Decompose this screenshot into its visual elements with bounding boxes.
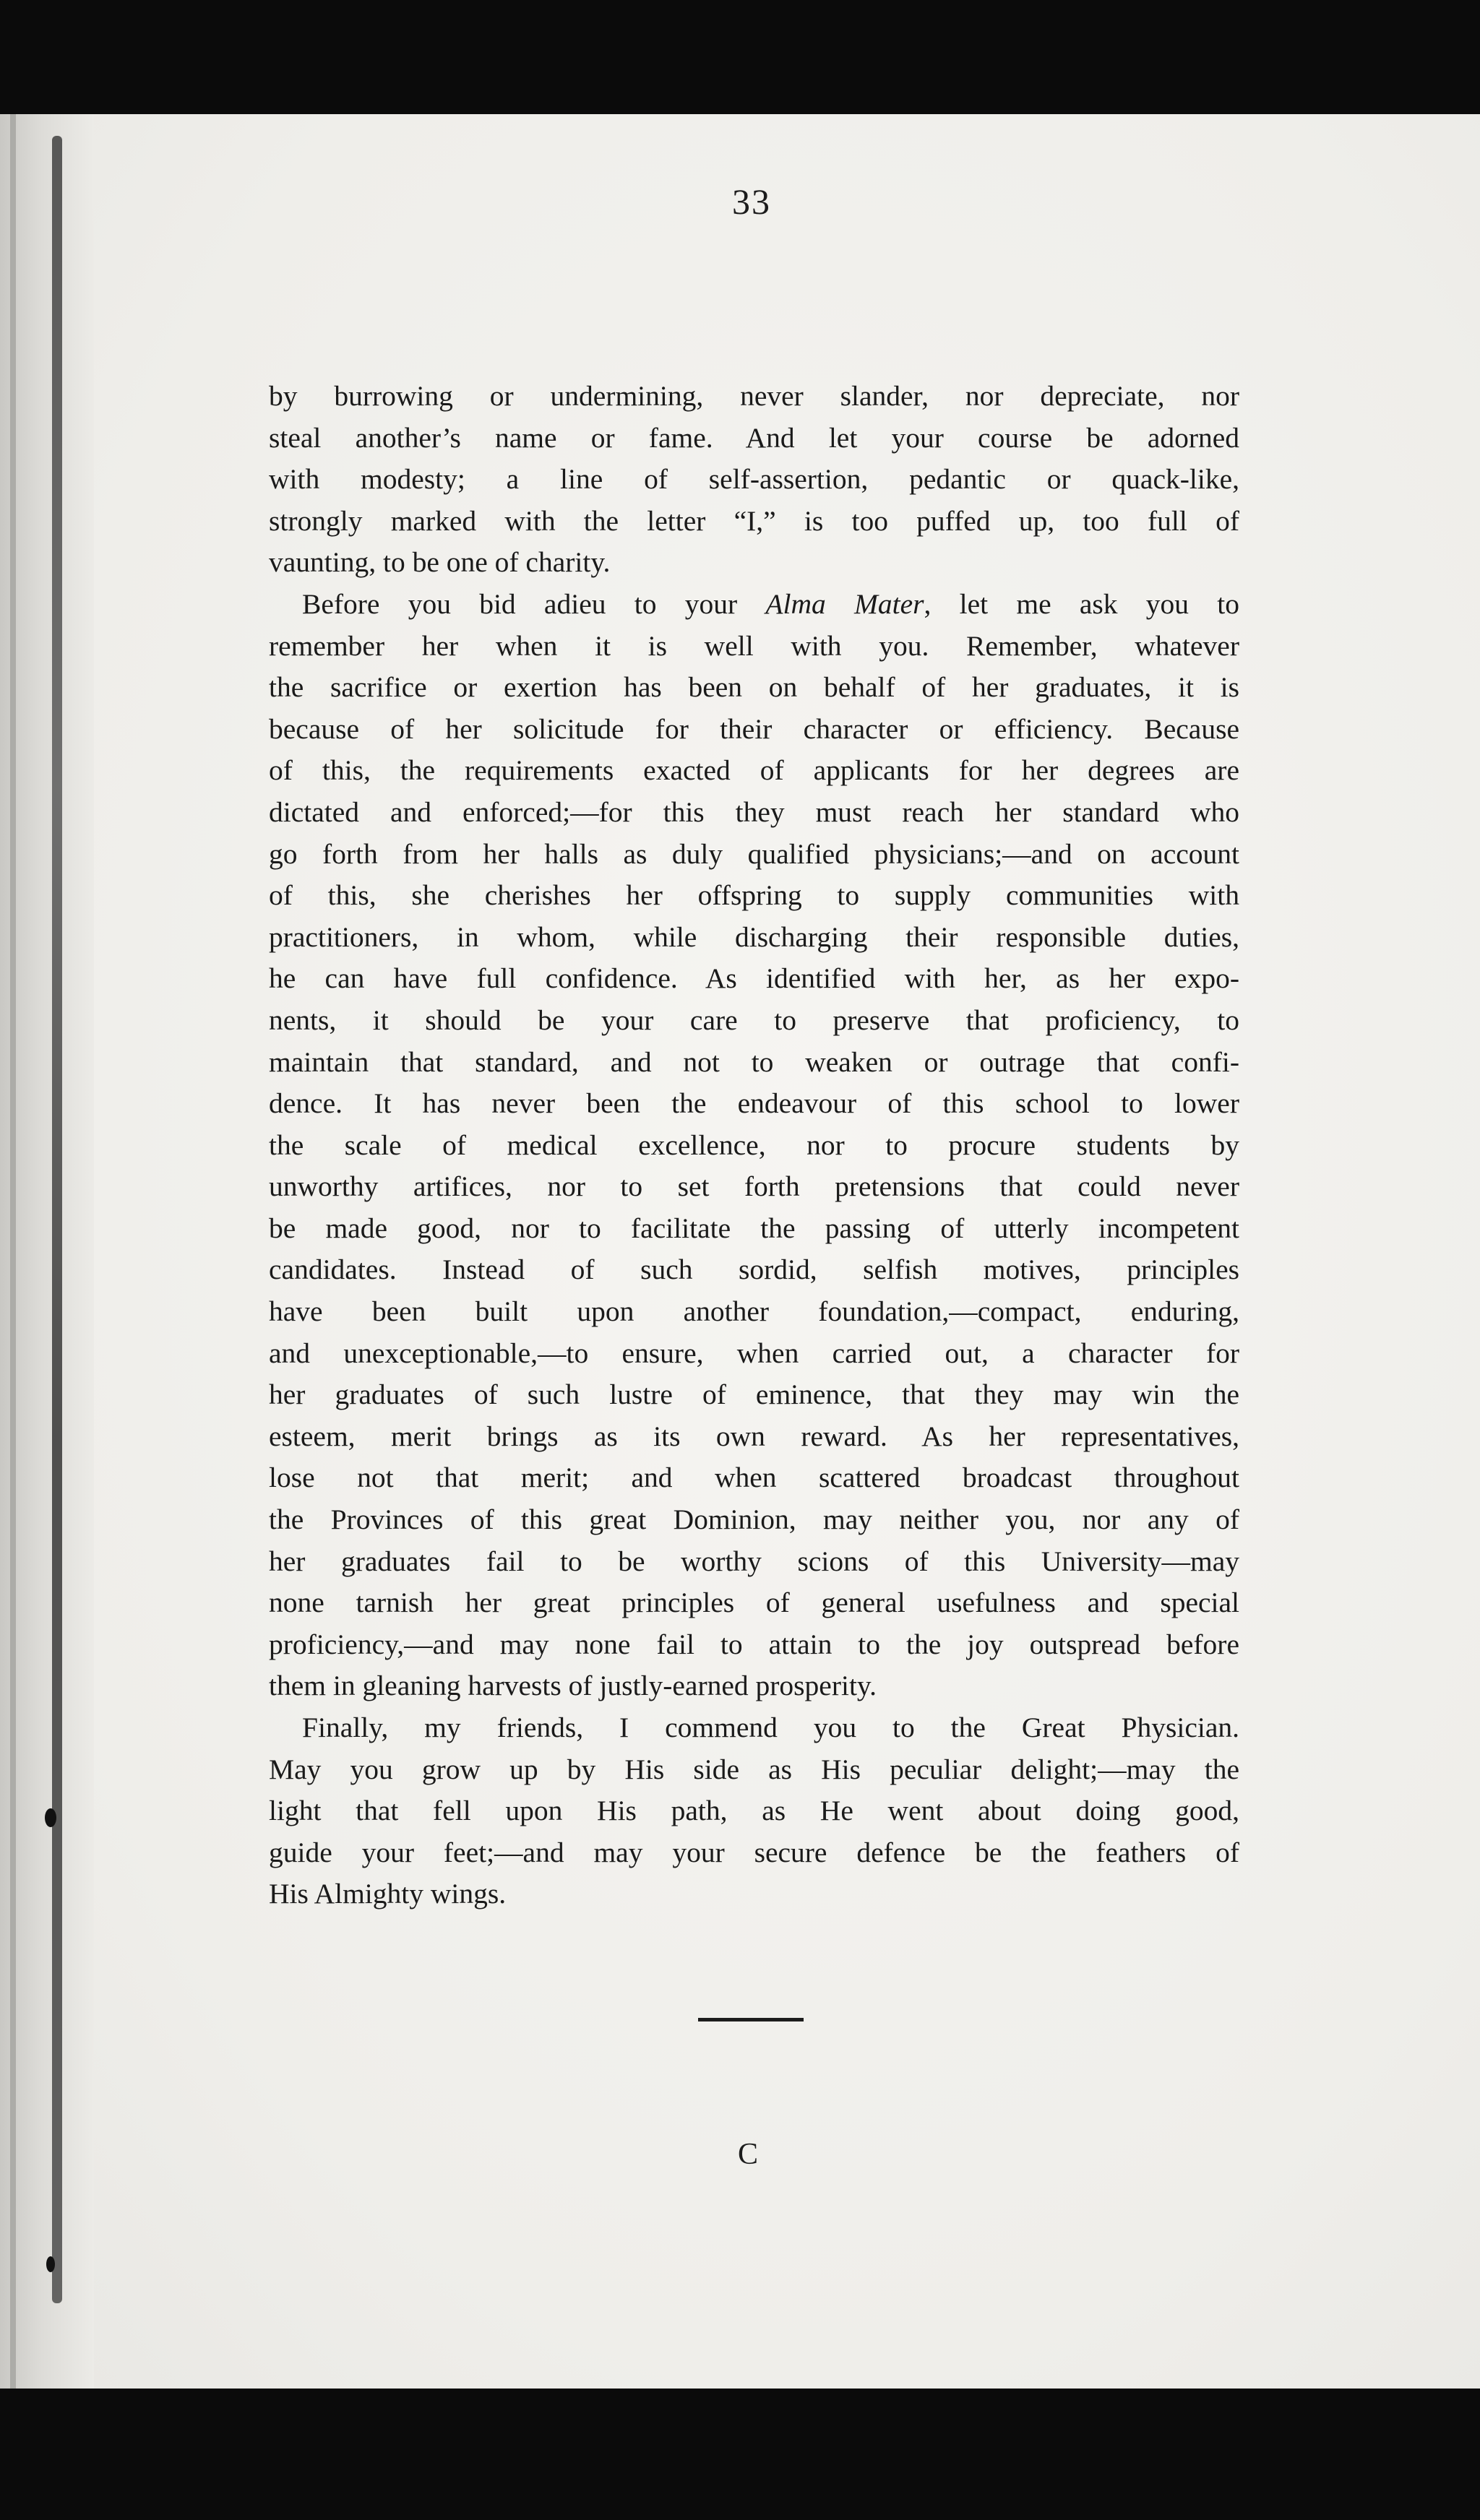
text-line: maintain that standard, and not to weaken or outrage that confi- <box>269 1045 1239 1078</box>
text-line: nents, it should be your care to preserve that proficiency, to <box>269 1004 1239 1036</box>
text-line: remember her when it is well with you. Remember, whatever <box>269 629 1239 662</box>
text-line: by burrowing or undermining, never slander, nor depreciate, nor <box>269 380 1239 412</box>
text-line: the Provinces of this great Dominion, may neither you, nor any of <box>269 1503 1239 1536</box>
text-line: lose not that merit; and when scattered broadcast throughout <box>269 1462 1239 1494</box>
text-line: with modesty; a line of self-assertion, pedantic or quack-like, <box>269 463 1239 496</box>
section-rule <box>698 2018 804 2021</box>
text-line: candidates. Instead of such sordid, selfish motives, principles <box>269 1253 1239 1286</box>
body-text <box>269 376 1239 1915</box>
text-line: guide your feet;—and may your secure defence be the feathers of <box>269 1836 1239 1868</box>
paragraph <box>269 1707 1239 1915</box>
text-line: May you grow up by His side as His peculiar delight;—may the <box>269 1753 1239 1785</box>
text-line: unworthy artifices, nor to set forth pretensions that could never <box>269 1170 1239 1203</box>
text-run: , let me ask you to <box>924 587 1239 620</box>
text-line: her graduates of such lustre of eminence, that they may win the <box>269 1378 1239 1411</box>
text-line: he can have full confidence. As identified with her, as her expo- <box>269 962 1239 995</box>
text-line: esteem, merit brings as its own reward. As her representatives, <box>269 1420 1239 1452</box>
text-line: dence. It has never been the endeavour of this school to lower <box>269 1087 1239 1120</box>
text-line: have been built upon another foundation,—compact, enduring, <box>269 1295 1239 1328</box>
paragraph <box>269 376 1239 584</box>
text-line: dictated and enforced;—for this they must reach her standard who <box>269 795 1239 828</box>
text-line: because of her solicitude for their character or efficiency. Because <box>269 712 1239 745</box>
text-line: them in gleaning harvests of justly-earned prosperity. <box>269 1670 877 1702</box>
text-line: Finally, my friends, I commend you to the Great Physician. <box>302 1712 1239 1743</box>
text-line: of this, she cherishes her offspring to supply communities with <box>269 879 1239 912</box>
page-number: 33 <box>732 181 771 222</box>
text-line: proficiency,—and may none fail to attain to the joy outspread before <box>269 1628 1239 1660</box>
text-line: His Almighty wings. <box>269 1878 507 1910</box>
text-line: go forth from her halls as duly qualified physicians;—and on account <box>269 837 1239 870</box>
text-line: the scale of medical excellence, nor to procure students by <box>269 1129 1239 1161</box>
binding-gutter <box>0 114 94 2389</box>
text-line: practitioners, in whom, while discharging their responsible duties, <box>269 920 1239 953</box>
text-line: light that fell upon His path, as He went about doing good, <box>269 1795 1239 1827</box>
text-line: be made good, nor to facilitate the passing of utterly incompetent <box>269 1212 1239 1244</box>
text-line: steal another’s name or fame. And let your course be adorned <box>269 421 1239 454</box>
text-line <box>269 584 1239 626</box>
text-line: none tarnish her great principles of general usefulness and special <box>269 1587 1239 1619</box>
signature-mark: C <box>737 2138 758 2171</box>
text-line: vaunting, to be one of charity. <box>269 546 611 579</box>
italic-text: Alma Mater <box>765 587 924 620</box>
text-line: strongly marked with the letter “I,” is too puffed up, too full of <box>269 504 1239 537</box>
text-line: and unexceptionable,—to ensure, when carried out, a character for <box>269 1337 1239 1369</box>
text-run: Before you bid adieu to your <box>302 587 766 620</box>
binding-hole-mark <box>45 1808 56 1827</box>
text-line: of this, the requirements exacted of applicants for her degrees are <box>269 754 1239 787</box>
text-line: the sacrifice or exertion has been on behalf of her graduates, it is <box>269 671 1239 704</box>
binding-hole-mark <box>46 2256 55 2272</box>
gutter-edge <box>10 114 16 2389</box>
paragraph <box>269 584 1239 1707</box>
text-line: her graduates fail to be worthy scions of this University—may <box>269 1545 1239 1577</box>
binding-shadow <box>52 136 62 2303</box>
